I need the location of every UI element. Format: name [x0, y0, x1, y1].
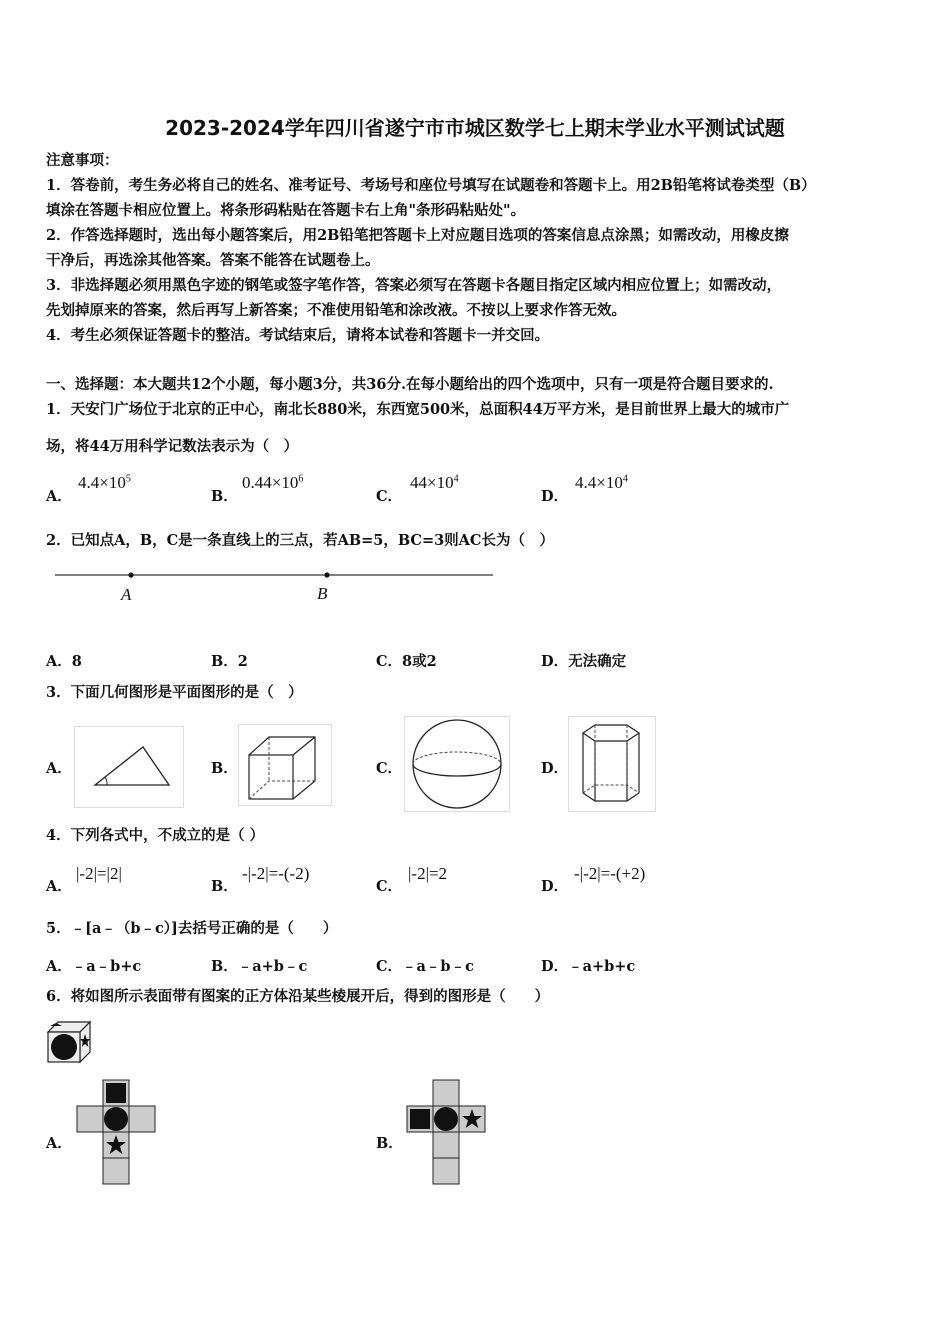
q1-option-b: $0.44\times 10^6$: [242, 473, 304, 492]
q5-stem: 5．﹣[a﹣（b﹣c）]去括号正确的是（ ）: [46, 920, 338, 937]
q4-option-b: -|-2|=-(-2): [242, 864, 310, 883]
section-heading: 一、选择题：本大题共12个小题，每小题3分，共36分.在每小题给出的四个选项中，只有一项是符合题目要求的.: [46, 376, 774, 393]
sphere-figure: [404, 716, 510, 812]
net-option-a-figure: [76, 1080, 156, 1186]
q1-stem-line1: 1．天安门广场位于北京的正中心，南北长880米，东西宽500米，总面积44万平方米，是目前世界上最大的城市广: [46, 401, 790, 418]
q1-option-b-label: B．: [211, 488, 238, 505]
q4-option-c: |-2|=2: [408, 864, 448, 883]
q3-option-b-label: B．: [211, 760, 238, 777]
q4-option-a-label: A．: [46, 878, 72, 895]
q4-option-d-label: D．: [541, 878, 569, 895]
q3-option-c-label: C．: [376, 760, 403, 777]
q1-option-a: $4.4\times 10^5$: [78, 473, 131, 492]
triangle-figure: [74, 726, 184, 808]
notice-line: 1．答卷前，考生务必将自己的姓名、准考证号、考场号和座位号填写在试题卷和答题卡上。用2B铅笔将试卷类型（B）: [46, 177, 816, 194]
q1-option-d-label: D．: [541, 488, 569, 505]
q1-option-c-label: C．: [376, 488, 403, 505]
q3-option-a-label: A．: [46, 760, 72, 777]
notice-heading: 注意事项：: [46, 152, 119, 169]
page-title: 2023-2024学年四川省遂宁市市城区数学七上期末学业水平测试试题: [165, 116, 785, 140]
q5-option-d: D．﹣a+b+c: [541, 958, 636, 975]
q6-stem: 6．将如图所示表面带有图案的正方体沿某些棱展开后，得到的图形是（ ）: [46, 988, 550, 1005]
q4-option-a: |-2|=|2|: [76, 864, 122, 883]
hexagonal-prism-figure: [568, 716, 656, 812]
q5-option-b: B．﹣a+b﹣c: [211, 958, 308, 975]
notice-line: 3．非选择题必须用黑色字迹的钢笔或签字笔作答，答案必须写在答题卡各题目指定区域内相应位置上；如需改动，: [46, 277, 782, 294]
q2-option-b: B．2: [211, 653, 248, 670]
q2-option-a: A．8: [46, 653, 82, 670]
notice-line: 填涂在答题卡相应位置上。将条形码粘贴在答题卡右上角"条形码粘贴处"。: [46, 202, 526, 219]
q5-option-a: A．﹣a﹣b+c: [46, 958, 142, 975]
point-a-label: A: [121, 585, 132, 604]
q6-option-b-label: B．: [376, 1135, 403, 1152]
q2-option-d: D．无法确定: [541, 653, 627, 670]
net-option-b-figure: [406, 1080, 486, 1186]
q4-stem: 4．下列各式中，不成立的是（ ）: [46, 827, 265, 844]
q3-stem: 3．下面几何图形是平面图形的是（ ）: [46, 684, 303, 701]
q4-option-d: -|-2|=-(+2): [574, 864, 646, 883]
notice-line: 4．考生必须保证答题卡的整洁。考试结束后，请将本试卷和答题卡一并交回。: [46, 327, 550, 344]
notice-line: 干净后，再选涂其他答案。答案不能答在试题卷上。: [46, 252, 380, 269]
q1-option-c: $44\times 10^4$: [410, 473, 459, 492]
q4-option-c-label: C．: [376, 878, 403, 895]
q5-option-c: C．﹣a﹣b﹣c: [376, 958, 474, 975]
q1-option-d: $4.4\times 10^4$: [575, 473, 628, 492]
cube-figure: [238, 724, 332, 806]
q3-option-d-label: D．: [541, 760, 569, 777]
q1-stem-line2: 场，将44万用科学记数法表示为（ ）: [46, 438, 299, 455]
q4-option-b-label: B．: [211, 878, 238, 895]
q2-option-c: C．8或2: [376, 653, 437, 670]
point-b-label: B: [317, 584, 328, 603]
q6-option-a-label: A．: [46, 1135, 72, 1152]
notice-line: 先划掉原来的答案，然后再写上新答案；不准使用铅笔和涂改液。不按以上要求作答无效。: [46, 302, 626, 319]
patterned-cube-figure: [46, 1020, 92, 1064]
q2-stem: 2．已知点A，B，C是一条直线上的三点，若AB=5，BC=3则AC长为（ ）: [46, 532, 554, 549]
q1-option-a-label: A．: [46, 488, 72, 505]
notice-line: 2．作答选择题时，选出每小题答案后，用2B铅笔把答题卡上对应题目选项的答案信息点涂黑；如需改动，用橡皮擦: [46, 227, 789, 244]
